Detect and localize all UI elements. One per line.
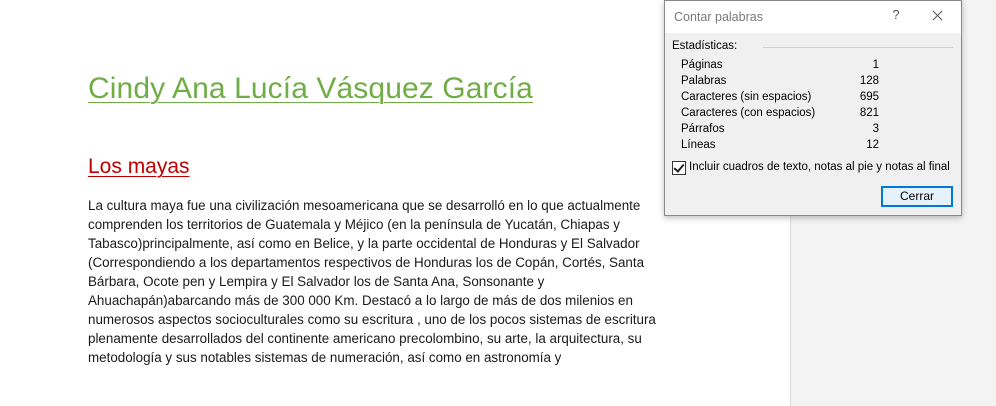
stat-label: Líneas	[681, 139, 716, 151]
dialog-titlebar[interactable]	[665, 1, 961, 33]
stats-section-label: Estadísticas:	[672, 40, 738, 52]
stat-value: 3	[872, 123, 879, 135]
body-line: comprenden los territorios de Guatemala y Méjico (en la península de Yucatán, Chiapas y	[88, 217, 620, 232]
word-count-dialog	[664, 0, 962, 216]
checkbox-checked-icon[interactable]	[672, 161, 686, 175]
stat-row-pages	[681, 59, 879, 75]
dialog-title: Contar palabras	[674, 10, 763, 24]
stat-value: 1	[872, 59, 879, 71]
include-textboxes-checkbox[interactable]	[672, 161, 960, 177]
body-line: numerosos aspectos socioculturales como su escritura , uno de los pocos sistemas de escritura	[88, 312, 656, 327]
stat-value: 695	[859, 91, 879, 103]
checkbox-label[interactable]: Incluir cuadros de texto, notas al pie y notas al final	[689, 161, 950, 173]
help-icon[interactable]: ?	[892, 7, 900, 22]
body-line: metodología y sus notables sistemas de numeración, así como en astronomía y	[88, 350, 562, 365]
body-line: (Correspondiendo a los departamentos respectivos de Honduras los de Copán, Cortés, Santa	[88, 255, 645, 270]
cerrar-button[interactable]: Cerrar	[881, 186, 953, 207]
body-line: Ahuachapán)abarcando más de 300 000 Km. Destacó a lo largo de más de dos milenios en	[88, 293, 633, 308]
body-line: plenamente desarrollados del continente americano precolombino, su arte, la arquitectura, su	[88, 331, 642, 346]
body-line: La cultura maya fue una civilización mesoamericana que se desarrolló en lo que actualmente	[88, 198, 641, 213]
stat-value: 12	[866, 139, 879, 151]
document-title: Cindy Ana Lucía Vásquez García	[88, 72, 533, 105]
stat-row-chars-with-spaces	[681, 107, 879, 123]
stat-row-lines	[681, 139, 879, 155]
stat-label: Caracteres (con espacios)	[681, 107, 816, 119]
document-body[interactable]	[88, 196, 668, 367]
stat-label: Párrafos	[681, 123, 725, 135]
stat-label: Caracteres (sin espacios)	[681, 91, 812, 103]
stats-divider	[763, 47, 953, 48]
stat-row-chars-no-spaces	[681, 91, 879, 107]
stat-label: Palabras	[681, 75, 727, 87]
body-line: Tabasco)principalmente, así como en Belice, y la parte occidental de Honduras y El Salvador	[88, 236, 640, 251]
stat-label: Páginas	[681, 59, 723, 71]
body-line: Bárbara, Ocote pen y Lempira y El Salvador los de Santa Ana, Sonsonante y	[88, 274, 545, 289]
stat-value: 128	[859, 75, 879, 87]
stat-row-words	[681, 75, 879, 91]
close-icon[interactable]	[927, 5, 949, 27]
stat-value: 821	[859, 107, 879, 119]
stat-row-paragraphs	[681, 123, 879, 139]
section-heading: Los mayas	[88, 155, 190, 178]
